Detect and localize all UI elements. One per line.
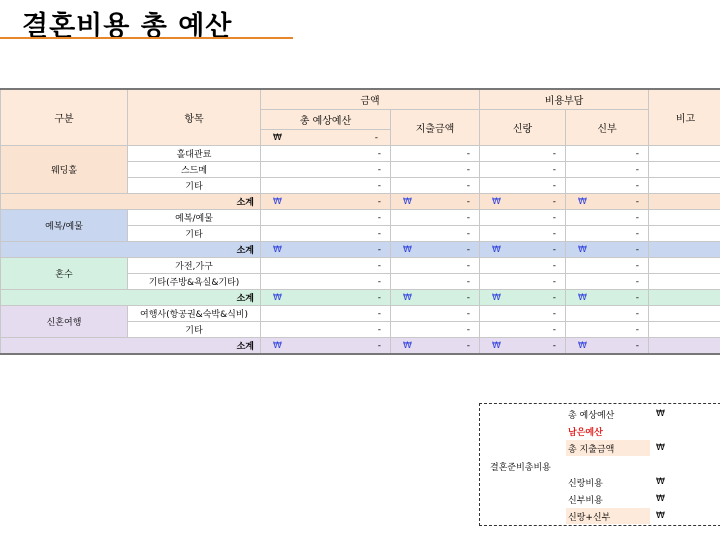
dash-value: - xyxy=(635,292,640,303)
summary-value: ₩ xyxy=(656,409,665,419)
table-row xyxy=(1,306,720,322)
amount-cell[interactable]: - xyxy=(566,274,649,290)
amount-cell[interactable]: - xyxy=(566,146,649,162)
amount-cell[interactable]: - xyxy=(566,178,649,194)
summary-row xyxy=(566,423,720,439)
amount-cell[interactable]: - xyxy=(480,322,566,338)
subtotal-row xyxy=(1,194,720,210)
amount-cell[interactable]: - xyxy=(391,146,480,162)
summary-side-label: 결혼준비총비용 xyxy=(490,463,551,473)
amount-cell[interactable]: - xyxy=(391,178,480,194)
budget-table xyxy=(0,88,720,355)
currency-symbol: ₩ xyxy=(403,292,412,303)
amount-cell[interactable]: - xyxy=(261,258,391,274)
header-bride: 신부 xyxy=(566,110,649,146)
subtotal-label: 소계 xyxy=(1,290,261,306)
amount-cell[interactable]: - xyxy=(480,210,566,226)
subtotal-amount-cell xyxy=(566,290,649,306)
item-cell[interactable]: 기타(주방&욕실&기타) xyxy=(128,274,261,290)
header-notes: 비고 xyxy=(649,89,720,146)
amount-cell[interactable]: - xyxy=(391,306,480,322)
dash-value: - xyxy=(552,244,557,255)
subtotal-label: 소계 xyxy=(1,242,261,258)
notes-cell[interactable] xyxy=(649,210,720,226)
subtotal-notes-cell xyxy=(649,338,720,355)
item-cell[interactable]: 기타 xyxy=(128,322,261,338)
header-amount: 금액 xyxy=(261,89,480,110)
subtotal-row xyxy=(1,338,720,355)
dash-value: - xyxy=(635,196,640,207)
summary-label xyxy=(566,457,650,473)
summary-row xyxy=(566,457,720,473)
summary-label: 신랑+신부 xyxy=(566,508,650,524)
dash-value: - xyxy=(377,292,381,303)
category-cell: 혼수 xyxy=(1,258,128,290)
amount-cell[interactable]: - xyxy=(261,210,391,226)
amount-cell[interactable]: - xyxy=(480,178,566,194)
notes-cell[interactable] xyxy=(649,322,720,338)
notes-cell[interactable] xyxy=(649,162,720,178)
notes-cell[interactable] xyxy=(649,226,720,242)
amount-cell[interactable]: - xyxy=(391,258,480,274)
summary-row xyxy=(566,406,720,422)
currency-symbol: ₩ xyxy=(403,340,412,351)
currency-symbol: ₩ xyxy=(578,244,587,255)
currency-symbol: ₩ xyxy=(273,340,282,351)
currency-symbol: ₩ xyxy=(403,196,412,207)
currency-symbol: ₩ xyxy=(578,340,587,351)
amount-cell[interactable]: - xyxy=(566,322,649,338)
amount-cell[interactable]: - xyxy=(261,274,391,290)
dash-value: - xyxy=(552,292,557,303)
currency-symbol: ₩ xyxy=(492,340,501,351)
subtotal-amount-cell xyxy=(566,242,649,258)
table-row xyxy=(1,258,720,274)
header-total-budget: 총 예상예산 xyxy=(261,110,391,130)
subtotal-amount-cell xyxy=(480,338,566,355)
subtotal-notes-cell xyxy=(649,290,720,306)
amount-cell[interactable]: - xyxy=(391,226,480,242)
currency-symbol: ₩ xyxy=(273,244,282,255)
notes-cell[interactable] xyxy=(649,306,720,322)
dash-value: - xyxy=(552,196,557,207)
currency-symbol: ₩ xyxy=(492,244,501,255)
header-spent: 지출금액 xyxy=(391,110,480,146)
subtotal-amount-cell xyxy=(566,194,649,210)
amount-cell[interactable]: - xyxy=(566,210,649,226)
header-cost-split: 비용부담 xyxy=(480,89,649,110)
notes-cell[interactable] xyxy=(649,258,720,274)
dash-value: - xyxy=(377,340,381,351)
item-cell[interactable]: 기타 xyxy=(128,178,261,194)
amount-cell[interactable]: - xyxy=(566,306,649,322)
subtotal-amount-cell xyxy=(391,194,480,210)
amount-cell[interactable]: - xyxy=(391,162,480,178)
dash-value: - xyxy=(552,340,557,351)
amount-cell[interactable]: - xyxy=(391,274,480,290)
summary-box xyxy=(479,403,720,526)
dash-value: - xyxy=(466,244,471,255)
title-underline xyxy=(0,37,293,39)
amount-cell[interactable]: - xyxy=(261,322,391,338)
header-item: 항목 xyxy=(128,89,261,146)
subtotal-amount-cell xyxy=(261,338,391,355)
category-cell: 예복/예물 xyxy=(1,210,128,242)
currency-symbol: ₩ xyxy=(273,292,282,303)
amount-cell[interactable]: - xyxy=(566,226,649,242)
dash-value: - xyxy=(377,244,381,255)
notes-cell[interactable] xyxy=(649,274,720,290)
subtotal-amount-cell xyxy=(391,338,480,355)
currency-symbol: ₩ xyxy=(578,196,587,207)
amount-cell[interactable]: - xyxy=(480,146,566,162)
amount-cell[interactable]: - xyxy=(480,226,566,242)
item-cell[interactable]: 예복/예물 xyxy=(128,210,261,226)
dash-value: - xyxy=(374,132,378,143)
summary-label: 신부비용 xyxy=(568,495,603,506)
currency-symbol: ₩ xyxy=(578,292,587,303)
dash-value: - xyxy=(466,196,471,207)
amount-cell[interactable]: - xyxy=(566,258,649,274)
notes-cell[interactable] xyxy=(649,178,720,194)
subtotal-notes-cell xyxy=(649,194,720,210)
item-cell[interactable]: 여행사(항공권&숙박&식비) xyxy=(128,306,261,322)
amount-cell[interactable]: - xyxy=(566,162,649,178)
summary-value: ₩ xyxy=(656,511,665,521)
subtotal-amount-cell xyxy=(566,338,649,355)
summary-row xyxy=(566,491,720,507)
amount-cell[interactable]: - xyxy=(261,306,391,322)
currency-symbol: ₩ xyxy=(273,132,282,143)
amount-cell[interactable]: - xyxy=(480,162,566,178)
subtotal-label: 소계 xyxy=(1,338,261,355)
currency-symbol: ₩ xyxy=(492,292,501,303)
amount-cell[interactable]: - xyxy=(261,178,391,194)
summary-value: ₩ xyxy=(656,494,665,504)
item-cell[interactable]: 홀대관료 xyxy=(128,146,261,162)
subtotal-amount-cell xyxy=(391,290,480,306)
summary-row xyxy=(566,440,720,456)
page-title: 결혼비용 총 예산 xyxy=(22,11,233,42)
amount-cell[interactable]: - xyxy=(261,162,391,178)
amount-cell[interactable]: - xyxy=(480,306,566,322)
summary-value: ₩ xyxy=(656,443,665,453)
currency-symbol: ₩ xyxy=(492,196,501,207)
subtotal-notes-cell xyxy=(649,242,720,258)
summary-label: 남은예산 xyxy=(568,427,603,438)
summary-label: 신랑비용 xyxy=(568,478,603,489)
table-row xyxy=(1,210,720,226)
currency-symbol: ₩ xyxy=(403,244,412,255)
currency-symbol: ₩ xyxy=(273,196,282,207)
amount-cell[interactable]: - xyxy=(391,210,480,226)
summary-value: ₩ xyxy=(656,477,665,487)
subtotal-amount-cell xyxy=(391,242,480,258)
table-row xyxy=(1,146,720,162)
header-category: 구분 xyxy=(1,89,128,146)
amount-cell[interactable]: - xyxy=(261,226,391,242)
subtotal-amount-cell xyxy=(261,242,391,258)
subtotal-label: 소계 xyxy=(1,194,261,210)
amount-cell[interactable]: - xyxy=(261,146,391,162)
notes-cell[interactable] xyxy=(649,146,720,162)
subtotal-amount-cell xyxy=(261,290,391,306)
category-cell: 신혼여행 xyxy=(1,306,128,338)
item-cell[interactable]: 가전,가구 xyxy=(128,258,261,274)
amount-cell[interactable]: - xyxy=(480,258,566,274)
summary-label: 총 지출금액 xyxy=(566,440,650,456)
summary-row xyxy=(566,508,720,524)
dash-value: - xyxy=(466,292,471,303)
dash-value: - xyxy=(466,340,471,351)
subtotal-amount-cell xyxy=(261,194,391,210)
subtotal-amount-cell xyxy=(480,194,566,210)
category-cell: 웨딩홀 xyxy=(1,146,128,194)
item-cell[interactable]: 스드메 xyxy=(128,162,261,178)
subtotal-row xyxy=(1,290,720,306)
summary-label: 총 예상예산 xyxy=(568,410,615,421)
amount-cell[interactable]: - xyxy=(391,322,480,338)
summary-row xyxy=(566,474,720,490)
item-cell[interactable]: 기타 xyxy=(128,226,261,242)
subtotal-row xyxy=(1,242,720,258)
dash-value: - xyxy=(635,340,640,351)
dash-value: - xyxy=(377,196,381,207)
subtotal-amount-cell xyxy=(480,290,566,306)
dash-value: - xyxy=(635,244,640,255)
header-groom: 신랑 xyxy=(480,110,566,146)
amount-cell[interactable]: - xyxy=(480,274,566,290)
header-total-budget-sum xyxy=(261,130,391,146)
subtotal-amount-cell xyxy=(480,242,566,258)
